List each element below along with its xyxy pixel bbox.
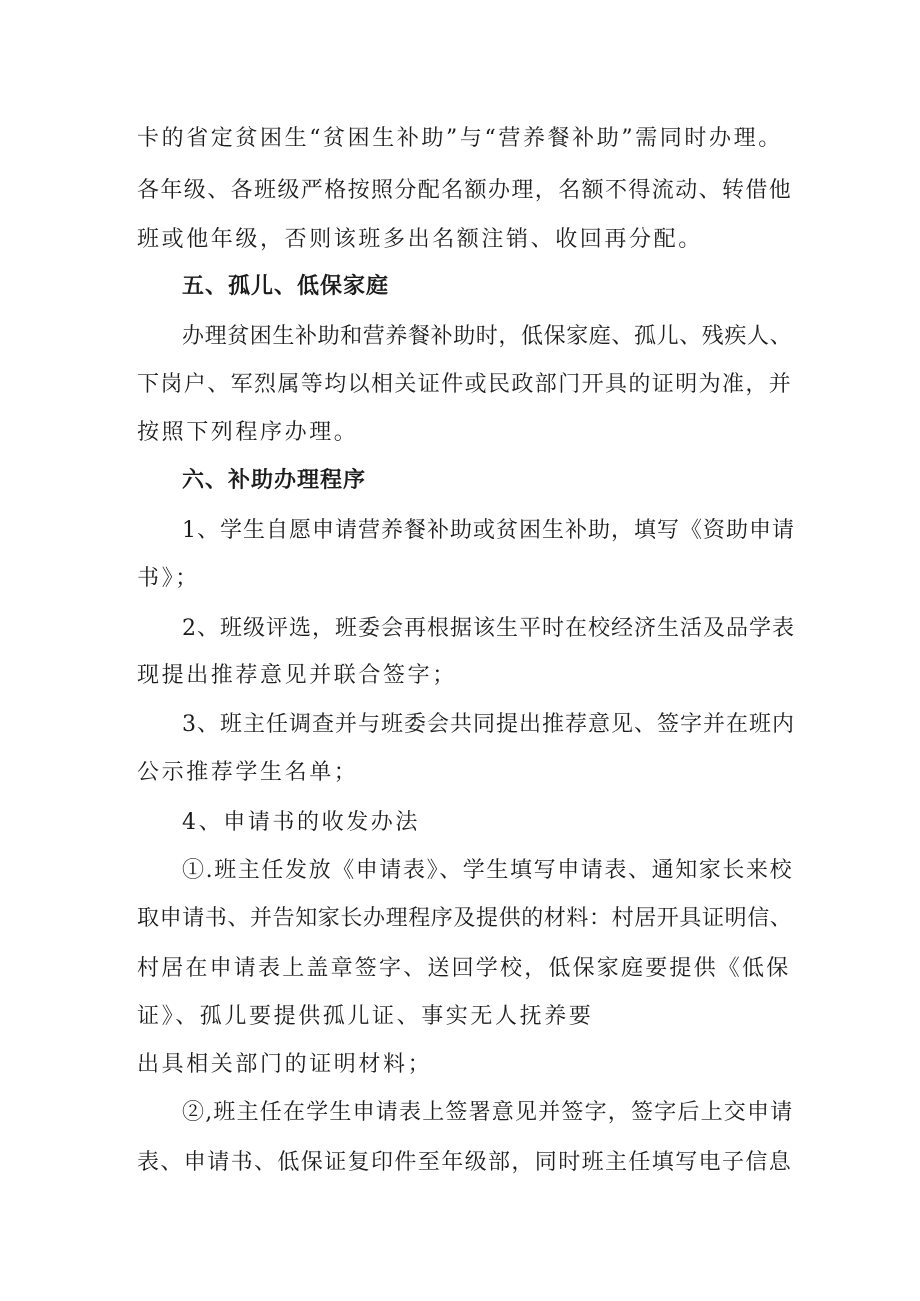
text-line: 下岗户、军烈属等均以相关证件或民政部门开具的证明为准，并 [137, 372, 793, 397]
text-line: 办理贫困生补助和营养餐补助时，低保家庭、孤儿、残疾人、 [182, 324, 793, 349]
text-line: 2、班级评选，班委会再根据该生平时在校经济生活及品学表 [182, 616, 795, 641]
text-line: 村居在申请表上盖章签字、送回学校，低保家庭要提供《低保 [137, 956, 791, 981]
text-line: ①.班主任发放《申请表》、学生填写申请表、通知家长来校 [182, 858, 794, 883]
text-line: 按照下列程序办理。 [137, 420, 359, 445]
text-line: 表、申请书、低保证复印件至年级部，同时班主任填写电子信息 [137, 1150, 793, 1175]
text-line: 各年级、各班级严格按照分配名额办理，名额不得流动、转借他 [137, 178, 793, 203]
text-line: 卡的省定贫困生“贫困生补助”与“营养餐补助”需同时办理。 [137, 126, 783, 151]
section-heading: 六、补助办理程序 [182, 468, 367, 493]
text-line: 4、申请书的收发办法 [182, 810, 420, 835]
text-line: 3、班主任调查并与班委会共同提出推荐意见、签字并在班内 [182, 712, 795, 737]
section-heading: 五、孤儿、低保家庭 [182, 274, 390, 299]
text-line: 班或他年级，否则该班多出名额注销、收回再分配。 [137, 227, 703, 252]
text-line: 书》； [137, 566, 200, 591]
text-line: 取申请书、并告知家长办理程序及提供的材料：村居开具证明信、 [137, 906, 793, 931]
text-line: 1、学生自愿申请营养餐补助或贫困生补助，填写《资助申请 [182, 518, 795, 543]
text-line: ②,班主任在学生申请表上签署意见并签字，签字后上交申请 [182, 1100, 794, 1125]
text-line: 证》、孤儿要提供孤儿证、事实无人抚养要 [137, 1004, 594, 1029]
text-line: 出具相关部门的证明材料； [137, 1052, 433, 1077]
text-line: 现提出推荐意见并联合签字； [137, 663, 457, 688]
text-line: 公示推荐学生名单； [137, 760, 359, 785]
